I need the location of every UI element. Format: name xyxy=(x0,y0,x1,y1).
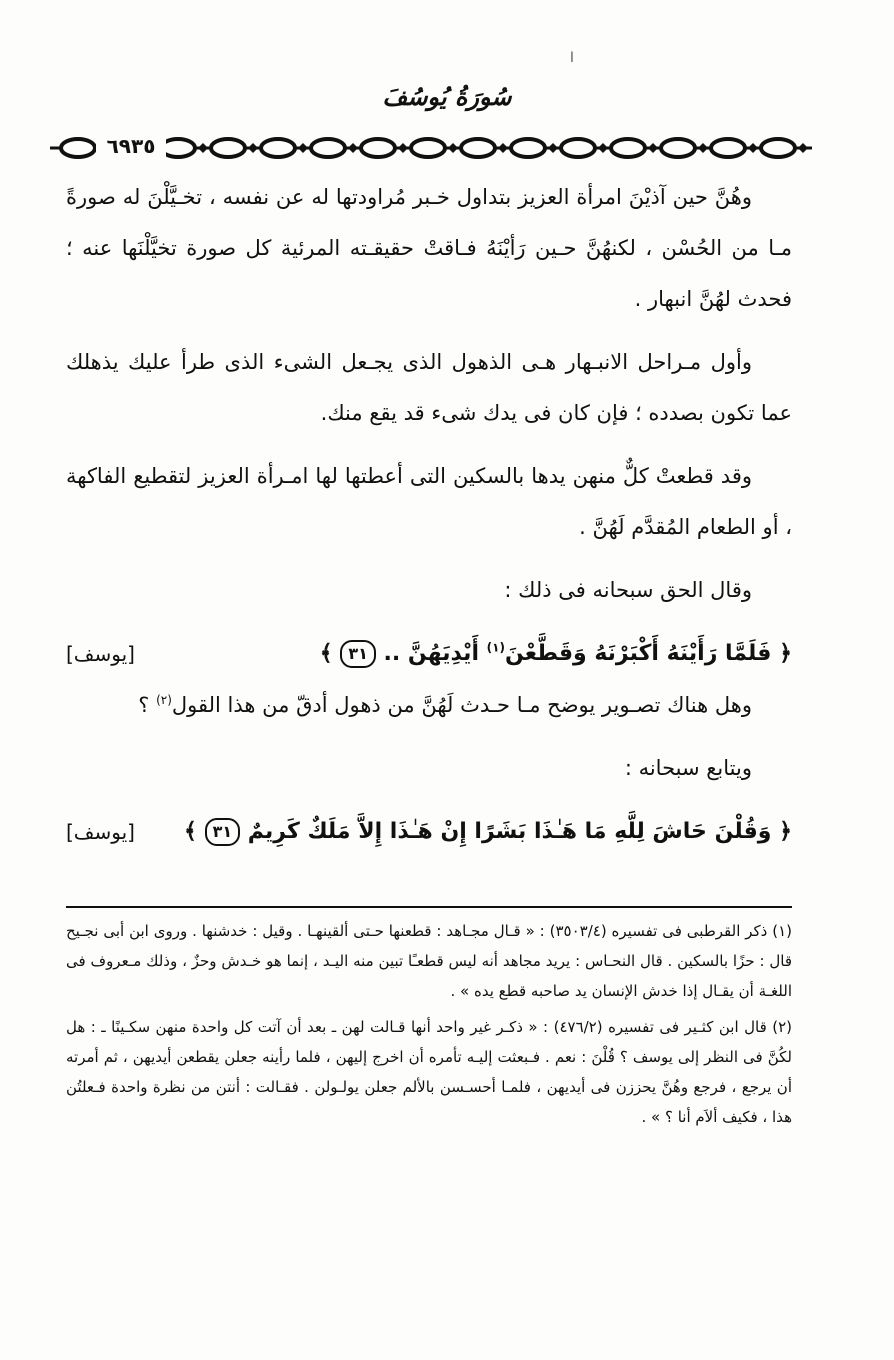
verse-source: [يوسف] xyxy=(66,642,135,666)
verse-bracket: ﴿ xyxy=(779,819,792,844)
paragraph-text: وهل هناك تصـوير يوضح مـا حـدث لَهُنَّ من ذهول أدقّ من هذا القول xyxy=(171,693,752,717)
verse-bracket: ﴾ xyxy=(319,641,333,666)
ayah-number: ٣١ xyxy=(340,640,376,668)
main-text xyxy=(66,172,792,858)
footnote-separator xyxy=(66,906,792,908)
paragraph-text: ؟ xyxy=(138,693,157,717)
paragraph: وأول مـراحل الانبـهار هـى الذهول الذى يجـعل الشىء الذى طرأ عليك يذهلك عما تكون بصدده ؛ فإن كان فى يدك شىء قد يقع منك. xyxy=(66,350,792,425)
footnote-ref: (٢) xyxy=(156,693,172,707)
paragraph: وقد قطعتْ كلٌّ منهن يدها بالسكين التى أعطتها لها امـرأة العزيز لتقطيع الفاكهة ، أو الطعام المُقدَّم لَهُنَّ . xyxy=(66,464,792,539)
quran-verse xyxy=(66,806,792,858)
verse-text: وَقُلْنَ حَاشَ لِلَّهِ مَا هَـٰذَا بَشَرًا إِنْ هَـٰذَا إِلاَّ مَلَكٌ كَرِيمٌ xyxy=(247,819,772,844)
footnote: (١) ذكر القرطبى فى تفسيره (٣٥٠٣/٤) : « قـال مجـاهد : قطعنها حـتى ألقينهـا . وقيل : خدشنها . وروى ابن أبى نجـيح قال : حزًا بالسكين . قال النحـاس : يريد مجاهد أنه ليس قطعـًا تبين منه اليـد ، إنما هو خـدش وحزٌ ، وذلك مـعروف فى اللغـة أن يقـال إذا خدش الإنسان يد صاحبه قطع يده » . xyxy=(66,922,792,1000)
quran-verse xyxy=(66,628,792,680)
footnote-ref: (١) xyxy=(486,640,505,655)
page-number: ٦٩٣٥ xyxy=(96,128,166,164)
verse-bracket: ﴿ xyxy=(779,641,792,666)
paragraph: وقال الحق سبحانه فى ذلك : xyxy=(504,578,752,602)
surah-title: سُورَةُ يُوسُفَ xyxy=(382,82,512,111)
paragraph: ويتابع سبحانه : xyxy=(624,756,752,780)
verse-bracket: ﴾ xyxy=(184,819,197,844)
verse-text: فَلَمَّا رَأَيْنَهُ أَكْبَرْنَهُ وَقَطَّعْنَ xyxy=(504,641,772,666)
verse-text: أَيْدِيَهُنَّ .. xyxy=(383,641,487,666)
ayah-number: ٣١ xyxy=(205,818,241,846)
paragraph: وهُنَّ حين آذيْنَ امرأة العزيز بتداول خـبر مُراودتها له عن نفسه ، تخـيَّلْنَ له صورةً مـا من الحُسْن ، لكنهُنَّ حـين رَأيْنَهُ فـاقتْ حقيقـته المرئية كل صورة تخيَّلْنَها عنه ؛ فحدث لهُنَّ انبهار . xyxy=(66,185,792,311)
footnotes xyxy=(66,916,792,1138)
verse-source: [يوسف] xyxy=(66,820,135,844)
footnote: (٢) قال ابن كثـير فى تفسيره (٤٧٦/٢) : « ذكـر غير واحد أنها قـالت لهن ـ بعد أن آتت كل واحدة منهن سكـينًا ـ : هل لكُنَّ فى النظر إلى يوسف ؟ قُلْنَ : نعم . فـبعثت إليـه تأمره أن اخرج إليهن ، فلما رأينه جعلن يقطعن أيديهن ، ثم أمرته أن يرجع ، فرجع وهُنَّ يحززن فى أيديهن ، فلمـا أحسـسن بالألم جعلن يولـولن . فقـالت : أنتن من نظرة واحدة فـعلتُن هذا ، فكيف ألاَم أنا ؟ » . xyxy=(66,1018,792,1126)
paragraph xyxy=(66,680,792,731)
page-mark: ا xyxy=(570,50,574,66)
